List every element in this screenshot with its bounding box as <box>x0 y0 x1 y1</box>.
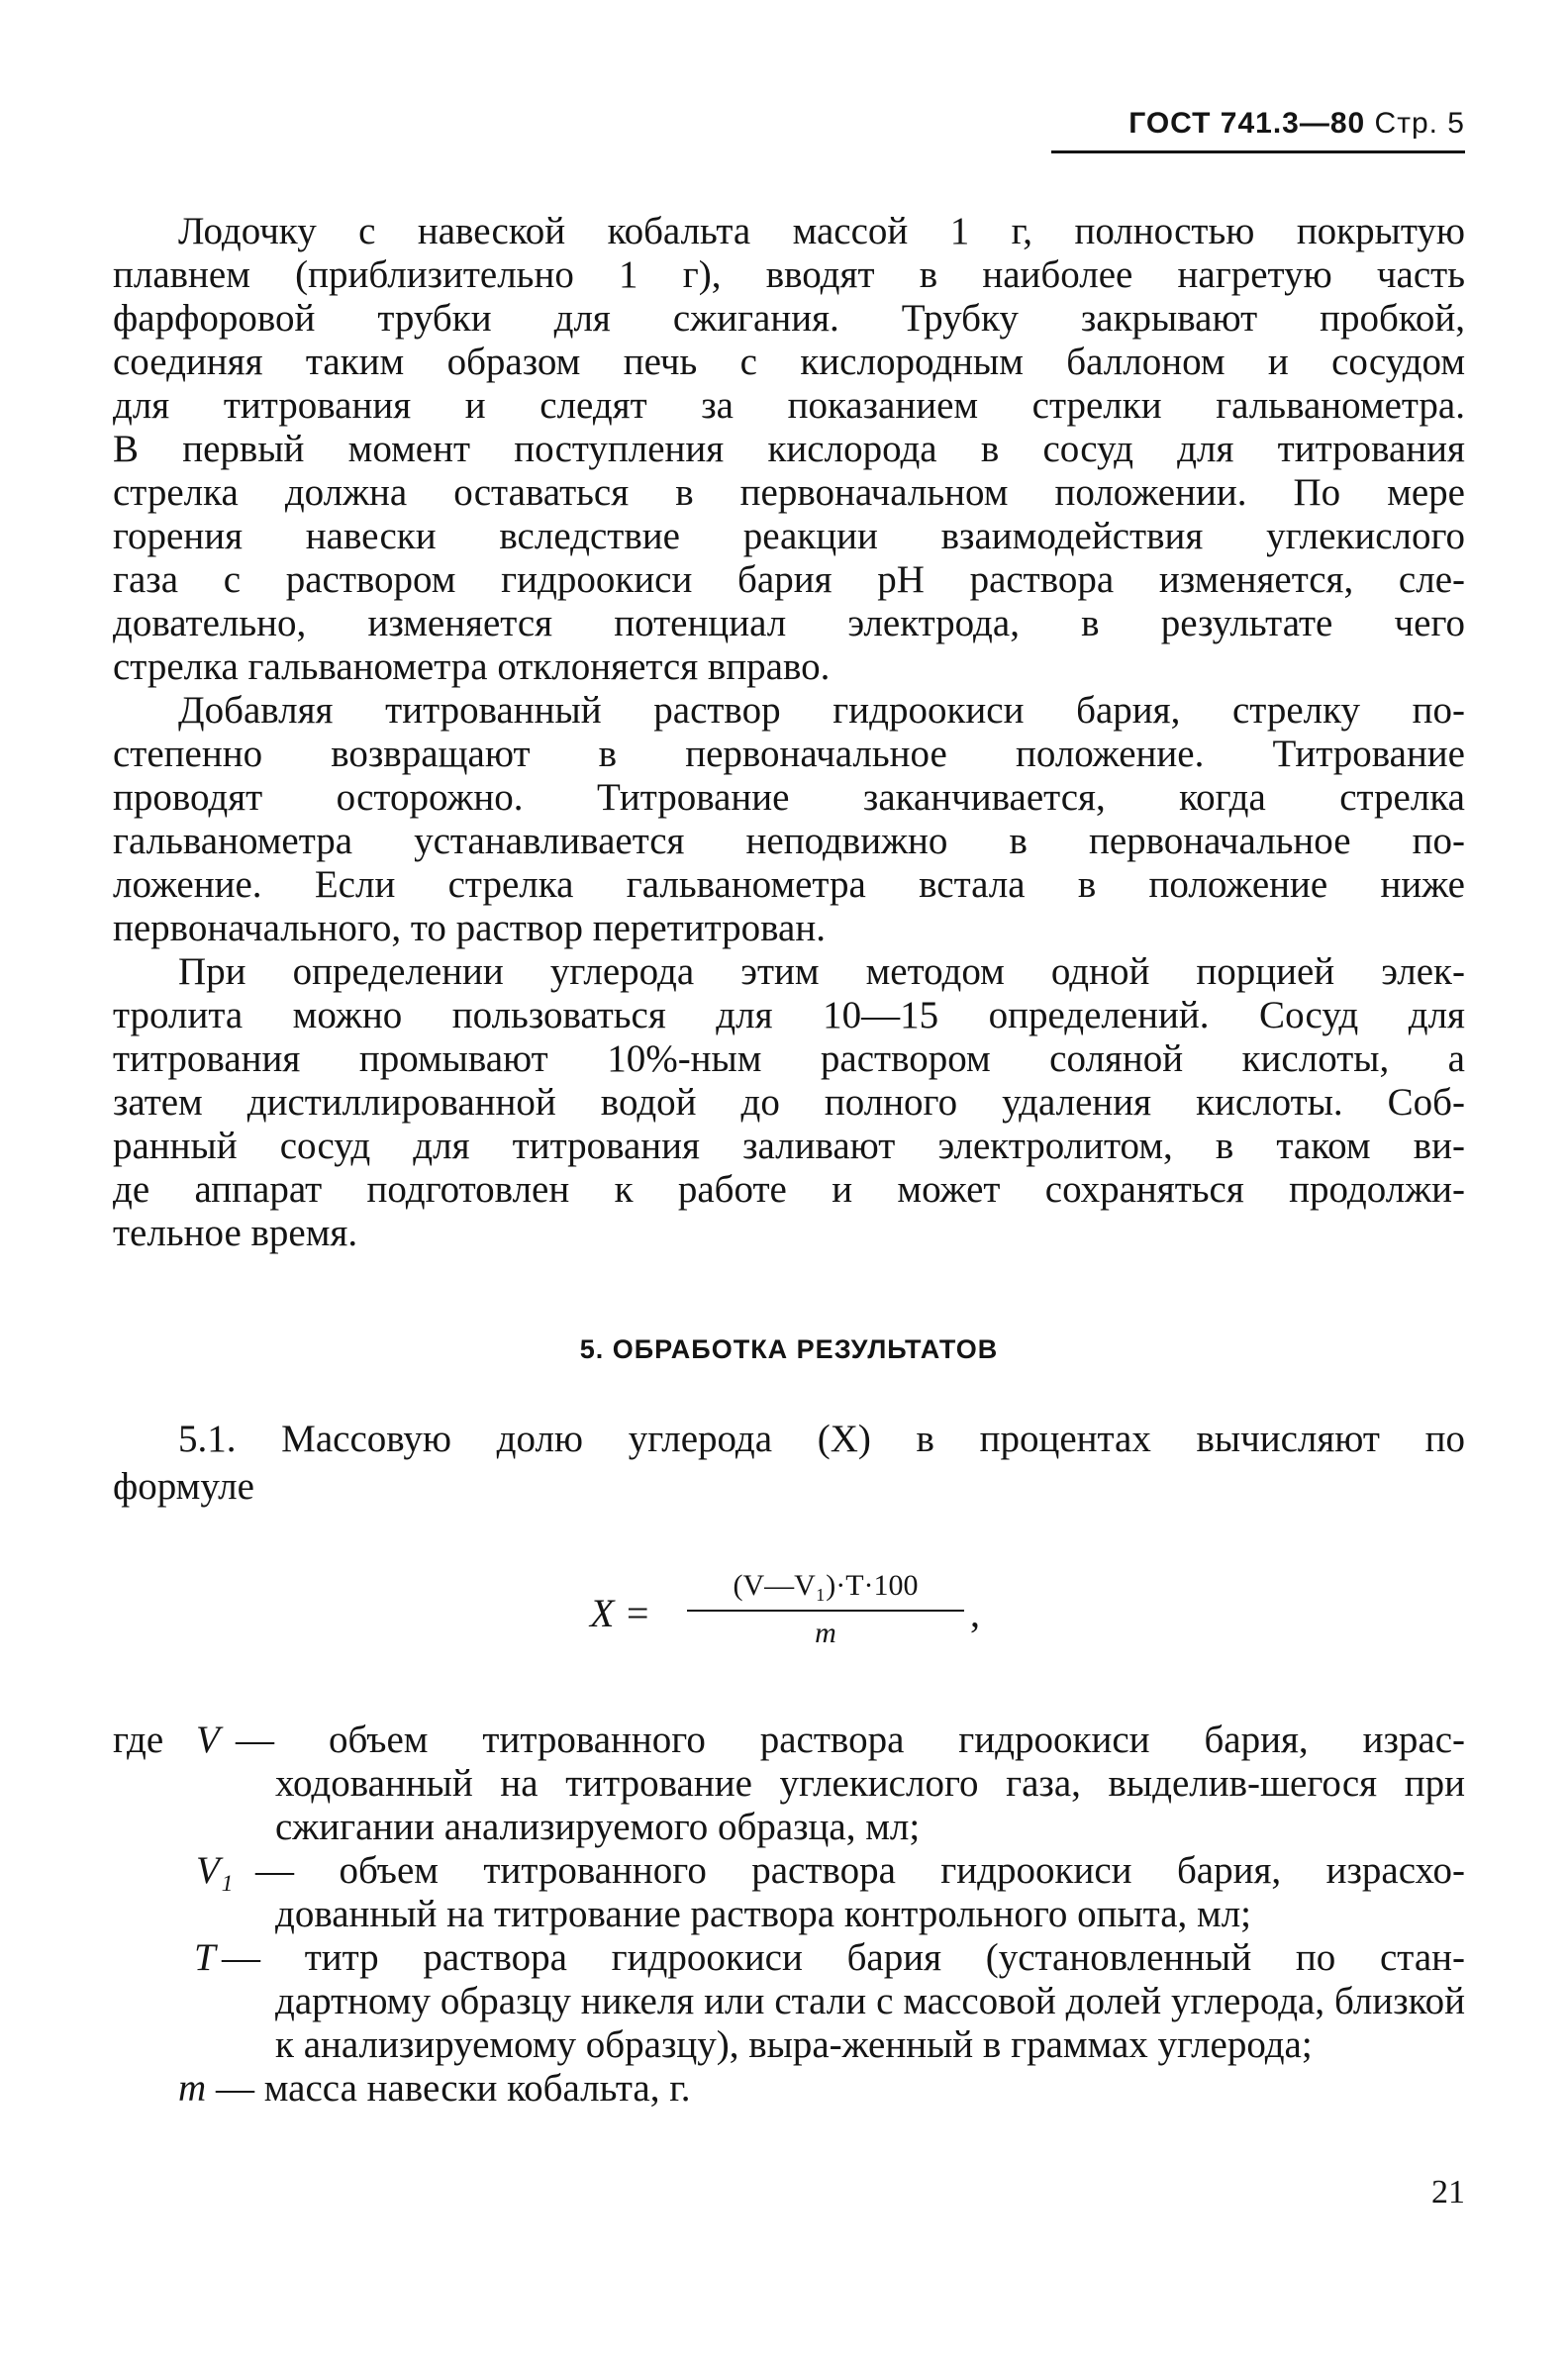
text-line: Лодочку с навеской кобальта массой 1 г, полностью покрытую <box>178 210 1465 252</box>
standard-number: ГОСТ 741.3—80 <box>1128 107 1366 140</box>
text-line: де аппарат подготовлен к работе и может сохраняться продолжи- <box>113 1168 1465 1211</box>
text-line: стрелка гальванометра отклоняется вправо. <box>113 645 831 688</box>
section-title: 5. ОБРАБОТКА РЕЗУЛЬТАТОВ <box>579 1334 999 1364</box>
definition-item <box>113 2067 1465 2111</box>
symbol-text: V₁ <box>196 1849 234 1892</box>
definition-text <box>216 2067 1465 2111</box>
definition-text <box>222 1936 1465 2067</box>
text-line: стрелка должна оставаться в первоначальном положении. По мере <box>113 471 1465 514</box>
text-line: проводят осторожно. Титрование заканчивается, когда стрелка <box>113 776 1465 819</box>
text-line: 5.1. Массовую долю углерода (X) в процентах вычисляют по <box>178 1418 1465 1460</box>
definition-first-line: — масса навески кобальта, г. <box>216 2067 691 2110</box>
text-line: При определении углерода этим методом одной порцией элек- <box>178 950 1465 993</box>
page-number: 21 <box>1431 2174 1465 2211</box>
text-line: В первый момент поступления кислорода в сосуд для титрования <box>113 428 1465 470</box>
text-line: титрования промывают 10%-ным раствором соляной кислоты, а <box>113 1037 1465 1080</box>
definition-text <box>255 1849 1465 1936</box>
symbol-text: V <box>196 1719 220 1761</box>
text-line: первоначального, то раствор перетитрован. <box>113 907 826 949</box>
definition-item <box>113 1719 1465 1849</box>
clause-5-1 <box>113 1416 1465 1511</box>
text-line: гальванометра устанавливается неподвижно в первоначальное по- <box>113 820 1465 862</box>
symbol-text: m <box>178 2067 207 2110</box>
text-line: газа с раствором гидроокиси бария pH раствора изменяется, сле- <box>113 558 1465 601</box>
text-line: для титрования и следят за показанием стрелки гальванометра. <box>113 384 1465 427</box>
definition-rest: дартному образцу никеля или стали с массовой долей углерода, близкой к анализируемому образцу), выра-женный в граммах углерода; <box>275 1980 1465 2066</box>
definition-first-line: — титр раствора гидроокиси бария (установленный по стан- <box>222 1936 1465 1979</box>
definition-symbol <box>196 1849 233 1893</box>
text-line: затем дистиллированной водой до полного удаления кислоты. Соб- <box>113 1081 1465 1124</box>
text-line: тролита можно пользоваться для 10—15 определений. Сосуд для <box>113 994 1465 1036</box>
text-line: степенно возвращают в первоначальное положение. Титрование <box>113 733 1465 775</box>
definition-rest: ходованный на титрование углекислого газа, выделив-шегося при сжигании анализируемого образца, мл; <box>275 1762 1465 1848</box>
formula-lhs: X = <box>590 1591 651 1635</box>
text-line: Добавляя титрованный раствор гидроокиси бария, стрелку по- <box>178 689 1465 732</box>
paragraph-3 <box>113 950 1465 1255</box>
formula-numerator: (V—V₁)·T·100 <box>733 1569 919 1602</box>
page-header <box>1051 107 1465 153</box>
symbol-text: T <box>194 1936 216 1979</box>
text-line: соединяя таким образом печь с кислородным баллоном и сосудом <box>113 341 1465 383</box>
paragraph-2 <box>113 689 1465 950</box>
formula-denominator: m <box>815 1617 836 1649</box>
text-line: формуле <box>113 1465 254 1508</box>
definition-text <box>236 1719 1465 1849</box>
text-line: ложение. Если стрелка гальванометра встала в положение ниже <box>113 863 1465 906</box>
definition-first-line: — объем титрованного раствора гидроокиси бария, израсхо- <box>255 1849 1465 1892</box>
text-line: фарфоровой трубки для сжигания. Трубку закрывают пробкой, <box>113 297 1465 340</box>
definition-symbol <box>178 2067 206 2111</box>
paragraph-1 <box>113 210 1465 689</box>
definition-item <box>113 1849 1465 1936</box>
variable-definitions <box>113 1719 1465 2111</box>
text-line: горения навески вследствие реакции взаимодействия углекислого <box>113 515 1465 557</box>
formula-comma: , <box>970 1591 980 1635</box>
definition-prefix: где <box>113 1719 164 1761</box>
definition-rest: дованный на титрование раствора контрольного опыта, мл; <box>275 1893 1251 1935</box>
definition-symbol <box>194 1936 216 1980</box>
text-line: ранный сосуд для титрования заливают электролитом, в таком ви- <box>113 1125 1465 1167</box>
definition-item <box>113 1936 1465 2067</box>
definition-symbol <box>196 1719 220 1762</box>
page-label: Стр. 5 <box>1374 107 1465 140</box>
text-line: плавнем (приблизительно 1 г), вводят в наиболее нагретую часть <box>113 253 1465 296</box>
definition-first-line: — объем титрованного раствора гидроокиси бария, израс- <box>236 1719 1465 1761</box>
formula-fraction <box>687 1564 964 1655</box>
body-text <box>113 210 1465 1255</box>
text-line: довательно, изменяется потенциал электрода, в результате чего <box>113 602 1465 644</box>
text-line: тельное время. <box>113 1212 358 1254</box>
